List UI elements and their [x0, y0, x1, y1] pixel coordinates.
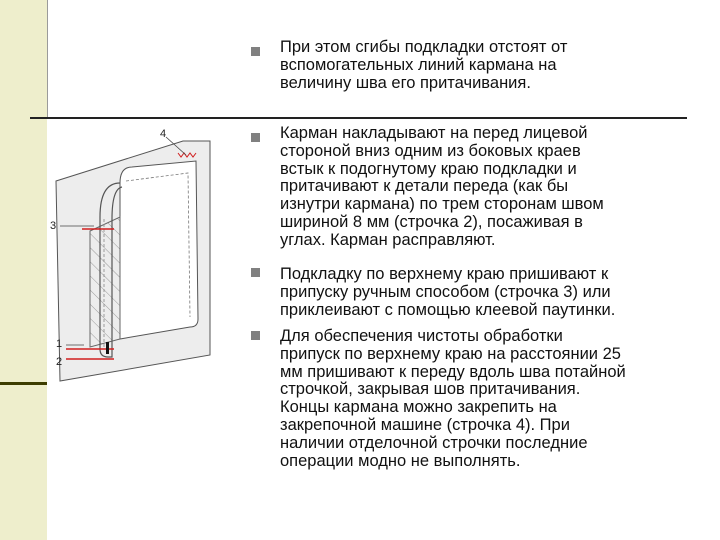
- bullet-text-1: [280, 39, 567, 92]
- text-line: Подкладку по верхнему краю пришивают к: [280, 265, 609, 283]
- text-line: мм пришивают к переду вдоль шва потайной: [280, 362, 626, 381]
- sidebar-accent: [0, 0, 47, 540]
- bullet-marker-2: [251, 133, 260, 142]
- text-line: наличии отделочной строчки последние: [280, 433, 588, 452]
- text-line: углах. Карман расправляют.: [280, 230, 496, 249]
- text-line: Концы кармана можно закрепить на: [280, 398, 557, 417]
- bullet-text-3: [280, 266, 615, 319]
- text-line: Для обеспечения чистоты обработки: [280, 327, 563, 345]
- text-line: Карман накладывают на перед лицевой: [280, 124, 588, 142]
- text-line: изнутри кармана) по трем сторонам швом: [280, 195, 604, 214]
- bullet-marker-4: [251, 331, 260, 340]
- pocket-diagram: [48, 121, 218, 406]
- text-line: припуску ручным способом (строчка 3) или: [280, 282, 611, 301]
- text-line: При этом сгибы подкладки отстоят от: [280, 38, 568, 56]
- label-1: 1: [56, 338, 63, 350]
- text-line: строчкой, закрывая шов притачивания.: [280, 380, 581, 399]
- text-line: приклеивают с помощью клеевой паутинки.: [280, 300, 616, 319]
- text-line: стороной вниз одним из боковых краев: [280, 141, 581, 160]
- text-line: закрепочной машине (строчка 4). При: [280, 415, 570, 434]
- text-line: встык к подогнутому краю подкладки и: [280, 159, 577, 178]
- bottom-marker: [106, 342, 109, 354]
- sidebar-bottom-bar: [0, 382, 47, 385]
- label-3: 3: [50, 220, 57, 232]
- lining-hatch: [90, 217, 120, 347]
- text-line: припуск по верхнему краю на расстоянии 25: [280, 344, 621, 363]
- label-2: 2: [56, 356, 63, 368]
- text-line: притачивают к детали переда (как бы: [280, 177, 569, 196]
- bullet-marker-3: [251, 268, 260, 277]
- text-line: вспомогательных линий кармана на: [280, 55, 557, 74]
- text-line: величину шва его притачивания.: [280, 73, 531, 92]
- pocket-panel: [120, 161, 198, 339]
- text-line: операции модно не выполнять.: [280, 451, 521, 470]
- bullet-marker-1: [251, 47, 260, 56]
- label-4: 4: [160, 128, 167, 140]
- bullet-text-4: [280, 328, 626, 470]
- text-line: шириной 8 мм (строчка 2), посаживая в: [280, 212, 583, 231]
- bullet-text-2: [280, 125, 604, 250]
- sidebar-edge-line: [47, 0, 48, 118]
- header-divider: [30, 117, 687, 119]
